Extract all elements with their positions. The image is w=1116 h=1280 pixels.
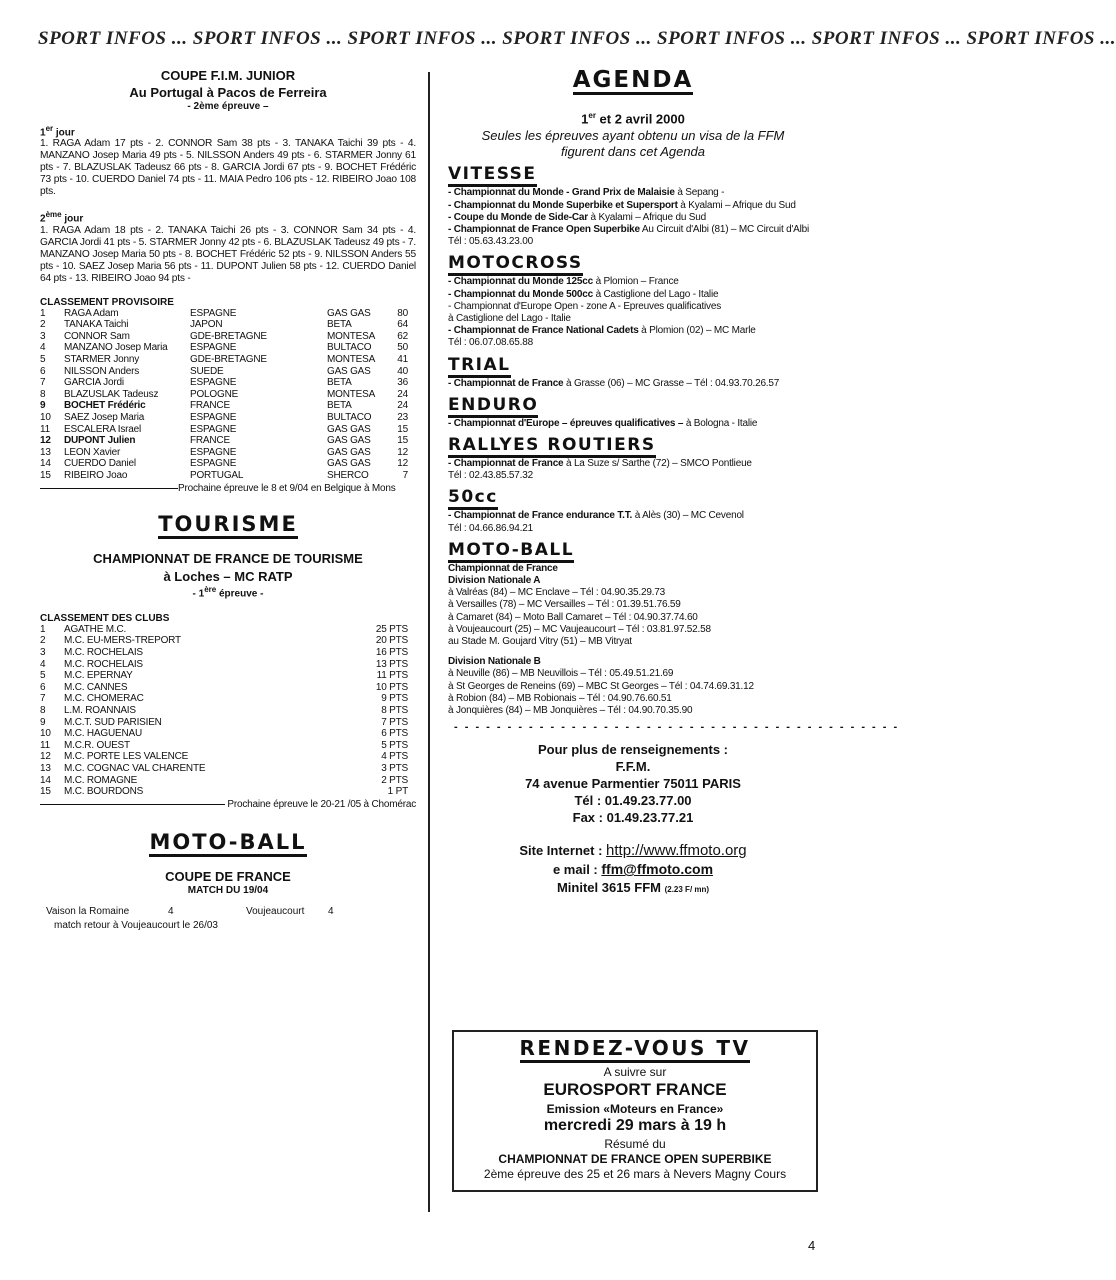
table-cell: GAS GAS [327, 423, 371, 435]
agenda-line: - Championnat de France Open Superbike Au Circuit d'Albi (81) – MC Circuit d'Albi [448, 223, 810, 235]
classement-provisoire-title: CLASSEMENT PROVISOIRE [40, 296, 174, 308]
table-cell: 15 [40, 469, 51, 481]
table-cell: STARMER Jonny [64, 354, 140, 366]
site-link[interactable]: http://www.ffmoto.org [606, 842, 747, 860]
agenda-line: à Camaret (84) – Moto Ball Camaret – Tél : 04.90.37.74.60 [448, 611, 698, 623]
agenda-note-2: figurent dans cet Agenda [560, 144, 706, 160]
agenda-line: à St Georges de Reneins (69) – MBC St Georges – Tél : 04.74.69.31.12 [448, 680, 754, 692]
tv-resume: Résumé du [604, 1137, 666, 1151]
table-cell: MONTESA [327, 330, 376, 342]
table-row [40, 458, 408, 470]
table-cell: 25 PTS [375, 623, 408, 635]
agenda-line: - Championnat du Monde - Grand Prix de Malaisie à Sepang - [448, 187, 725, 199]
table-cell: MANZANO Josep Maria [64, 342, 168, 354]
agenda-line: à Robion (84) – MB Robionais – Tél : 04.90.76.60.51 [448, 692, 672, 704]
table-cell: 8 PTS [381, 705, 408, 717]
agenda-line: à Voujeaucourt (25) – MC Vaujeaucourt – Tél : 03.81.97.52.58 [448, 623, 711, 635]
motoball-left-heading-wrap [40, 830, 416, 857]
table-cell: SAEZ Josep Maria [64, 412, 145, 423]
tourisme-subtitle: à Loches – MC RATP [163, 568, 293, 584]
match-retour: match retour à Voujeaucourt le 26/03 [54, 919, 218, 931]
table-row [40, 705, 408, 717]
table-cell: 3 [40, 647, 46, 659]
table-cell: 8 [40, 388, 46, 400]
table-cell: JAPON [190, 319, 223, 331]
classement-clubs-title: CLASSEMENT DES CLUBS [40, 612, 170, 624]
table-cell: 13 [40, 446, 51, 458]
match-date: MATCH DU 19/04 [187, 884, 269, 896]
table-cell: 13 PTS [375, 658, 408, 670]
rallyes-lines [448, 458, 818, 482]
table-cell: FRANCE [190, 400, 230, 412]
table-cell: ESPAGNE [190, 307, 237, 319]
table-cell: 10 PTS [375, 681, 408, 693]
table-cell: 13 [40, 763, 51, 775]
agenda-line: à Versailles (78) – MC Versailles – Tél : 01.39.51.76.59 [448, 599, 681, 611]
jour2-word: jour [61, 213, 84, 225]
table-cell: RIBEIRO Joao [64, 469, 128, 481]
table-cell: PORTUGAL [190, 469, 244, 481]
table-cell: 24 [397, 388, 408, 400]
tourisme-epreuve-sup: ère [204, 584, 217, 594]
agenda-line: à Jonquières (84) – MB Jonquières – Tél : 04.90.70.35.90 [448, 705, 693, 717]
tourisme-epreuve-a: - 1 [192, 587, 205, 599]
table-row [40, 763, 408, 775]
table-cell: 14 [40, 458, 51, 470]
coupe-de-france-title: COUPE DE FRANCE [165, 868, 291, 884]
motoball-right-section [448, 535, 818, 717]
table-cell: 64 [397, 319, 408, 331]
table-cell: 5 PTS [381, 739, 408, 751]
agenda-line: Tél : 04.66.86.94.21 [448, 522, 533, 534]
contact-email [448, 860, 818, 879]
agenda-line: - Championnat de France à Grasse (06) – MC Grasse – Tél : 04.93.70.26.57 [448, 377, 780, 389]
agenda-line: Tél : 05.63.43.23.00 [448, 236, 533, 248]
tv-champ: CHAMPIONNAT DE FRANCE OPEN SUPERBIKE [498, 1152, 772, 1166]
agenda-line: à Castiglione del Lago - Italie [448, 312, 571, 324]
table-cell: 11 [40, 423, 50, 435]
agenda-heading-wrap [448, 68, 818, 95]
table-row [40, 751, 408, 763]
coupe-next-rule [40, 488, 178, 489]
contact-ffm: F.F.M. [615, 759, 651, 775]
tourisme-next: Prochaine épreuve le 20-21 /05 à Chomérac [227, 798, 416, 810]
tv-emission: Emission «Moteurs en France» [546, 1102, 724, 1116]
contact-address: 74 avenue Parmentier 75011 PARIS [525, 776, 741, 792]
table-row [40, 354, 408, 366]
table-cell: BULTACO [327, 412, 372, 423]
table-cell: 15 [397, 435, 408, 447]
table-cell: M.C. ROCHELAIS [64, 658, 143, 670]
contact-site [448, 842, 818, 860]
motoball-champ: Championnat de France [448, 562, 558, 574]
table-cell: 36 [397, 377, 408, 389]
agenda-date-a: 1 [581, 111, 589, 127]
agenda-line: - Championnat de France National Cadets à Plomion (02) – MC Marle [448, 325, 756, 337]
table-cell: M.C. ROCHELAIS [64, 647, 143, 659]
table-cell: BLAZUSLAK Tadeusz [64, 388, 159, 400]
vitesse-heading: VITESSE [448, 165, 537, 187]
table-cell: RAGA Adam [64, 307, 119, 319]
table-row [40, 659, 408, 671]
team-1: Vaison la Romaine [46, 905, 130, 917]
agenda-line: à Valréas (84) – MC Enclave – Tél : 04.90.35.29.73 [448, 587, 665, 599]
agenda-line: - Coupe du Monde de Side-Car à Kyalami – Afrique du Sud [448, 211, 706, 223]
agenda-line: à Neuville (86) – MB Neuvillois – Tél : 05.49.51.21.69 [448, 668, 674, 680]
motoball-right-heading: MOTO-BALL [448, 541, 574, 563]
table-cell: GAS GAS [327, 435, 371, 447]
agenda-line: - Championnat du Monde 125cc à Plomion – France [448, 276, 679, 288]
table-cell: GARCIA Jordi [64, 377, 124, 389]
table-cell: GAS GAS [327, 307, 371, 319]
table-cell: 3 PTS [381, 763, 408, 775]
table-cell: 9 [40, 716, 46, 728]
table-row [40, 693, 408, 705]
table-cell: GDE-BRETAGNE [190, 330, 267, 342]
agenda-line: Tél : 06.07.08.65.88 [448, 337, 533, 349]
table-cell: 80 [397, 307, 408, 319]
table-cell: 1 PT [387, 786, 408, 798]
tourisme-heading-wrap [40, 512, 416, 539]
email-label: e mail : [552, 862, 602, 878]
agenda-line: au Stade M. Goujard Vitry (51) – MB Vitryat [448, 636, 632, 647]
table-cell: TANAKA Taichi [64, 319, 129, 331]
coupe-subtitle: Au Portugal à Pacos de Ferreira [129, 85, 327, 100]
table-cell: M.C. EPERNAY [64, 670, 133, 682]
agenda-note-1: Seules les épreuves ayant obtenu un visa de la FFM [481, 128, 785, 144]
table-cell: M.C. CHOMERAC [64, 693, 144, 705]
table-row [40, 775, 408, 787]
page-number: 4 [808, 1238, 816, 1253]
table-row [40, 424, 408, 436]
agenda-heading: AGENDA [572, 67, 694, 93]
table-cell: SHERCO [327, 469, 369, 481]
dashed-separator: - - - - - - - - - - - - - - - - - - - - - - - - - - - - - - - - - - - - - - - - - - [454, 721, 900, 734]
table-cell: 15 [397, 423, 408, 435]
table-cell: BETA [327, 400, 352, 412]
column-divider [428, 72, 430, 1212]
tourisme-title: CHAMPIONNAT DE FRANCE DE TOURISME [93, 550, 363, 566]
contact-minitel [448, 879, 818, 899]
agenda-line: - Championnat du Monde Superbike et Supersport à Kyalami – Afrique du Sud [448, 199, 796, 211]
table-cell: 6 PTS [381, 728, 408, 740]
division-a-title: Division Nationale A [448, 574, 541, 586]
table-row [40, 740, 408, 752]
table-cell: 16 PTS [375, 647, 408, 659]
match-result [40, 906, 416, 920]
table-cell: 20 PTS [375, 635, 408, 647]
tv-detail: 2ème épreuve des 25 et 26 mars à Nevers Magny Cours [483, 1167, 787, 1181]
rallyes-heading: RALLYES ROUTIERS [448, 436, 656, 458]
jour1-num: 1 [40, 127, 46, 139]
contact-fax: Fax : 01.49.23.77.21 [572, 810, 694, 826]
table-cell: BULTACO [327, 342, 372, 354]
table-cell: M.C.T. SUD PARISIEN [64, 716, 162, 728]
table-cell: 41 [397, 354, 408, 366]
table-cell: ESPAGNE [190, 342, 237, 354]
table-cell: 2 [40, 319, 46, 331]
table-cell: 15 [40, 786, 51, 798]
table-cell: 12 [397, 446, 408, 458]
coupe-epreuve: - 2ème épreuve – [187, 101, 269, 112]
tv-channel: EUROSPORT FRANCE [543, 1080, 727, 1099]
table-cell: GDE-BRETAGNE [190, 354, 267, 366]
classement-provisoire-table [40, 308, 408, 482]
table-row [40, 717, 408, 729]
jour2-sup: ème [45, 210, 62, 220]
tv-date: mercredi 29 mars à 19 h [543, 1117, 727, 1134]
table-cell: AGATHE M.C. [64, 623, 127, 635]
table-row [40, 728, 408, 740]
enduro-heading: ENDURO [448, 396, 538, 418]
table-cell: DUPONT Julien [64, 435, 136, 447]
table-row [40, 412, 408, 424]
agenda-date-sup: er [588, 111, 596, 120]
agenda-line: - Championnat d'Europe – épreuves qualificatives – à Bologna - Italie [448, 417, 758, 429]
enduro-lines [448, 418, 818, 430]
minitel-label: Minitel 3615 FFM [556, 880, 665, 896]
table-cell: 2 PTS [381, 774, 408, 786]
table-row [40, 624, 408, 636]
table-row [40, 786, 408, 798]
table-row [40, 435, 408, 447]
table-cell: LEON Xavier [64, 446, 121, 458]
trial-section [448, 350, 818, 390]
agenda-line: - Championnat du Monde 500cc à Castiglione del Lago - Italie [448, 288, 719, 300]
tourisme-epreuve [40, 585, 416, 599]
table-cell: 3 [40, 330, 46, 342]
left-column [40, 64, 416, 931]
agenda-date-b: et 2 avril 2000 [595, 111, 685, 127]
contact-more: Pour plus de renseignements : [538, 742, 728, 758]
table-cell: M.C. BOURDONS [64, 786, 144, 798]
table-row [40, 308, 408, 320]
table-cell: L.M. ROANNAIS [64, 705, 136, 717]
table-cell: 5 [40, 354, 46, 366]
coupe-next: Prochaine épreuve le 8 et 9/04 en Belgique à Mons [178, 482, 396, 494]
table-cell: M.C.R. OUEST [64, 739, 130, 751]
table-cell: GAS GAS [327, 365, 371, 377]
table-row [40, 470, 408, 482]
jour1-heading [40, 124, 416, 138]
table-cell: 62 [397, 330, 408, 342]
table-cell: SUEDE [190, 365, 224, 377]
table-row [40, 331, 408, 343]
table-cell: 6 [40, 365, 46, 377]
team-2: Voujeaucourt [246, 905, 305, 917]
minitel-price: (2.23 F/ mn) [664, 885, 710, 895]
tourisme-heading: TOURISME [158, 512, 298, 539]
tourisme-next-rule [40, 804, 225, 805]
table-cell: ESPAGNE [190, 412, 237, 423]
table-cell: 4 [40, 342, 46, 354]
table-cell: 10 [40, 412, 51, 423]
cc50-heading: 50cc [448, 488, 498, 510]
tv-heading-wrap [454, 1036, 816, 1063]
table-cell: MONTESA [327, 388, 376, 400]
table-cell: 11 PTS [376, 670, 408, 682]
table-cell: M.C. PORTE LES VALENCE [64, 751, 189, 763]
motocross-lines [448, 276, 818, 349]
table-cell: 9 [40, 400, 46, 412]
jour1-results: 1. RAGA Adam 17 pts - 2. CONNOR Sam 38 pts - 3. TANAKA Taichi 39 pts - 4. MANZANO Josep Maria 49 pts - 5. NILSSON Anders 49 pts - 6. STARMER Jonny 61 pts - 7. BLAZUSLAK Tadeusz 66 pts - 8. GARCIA Jordi 67 pts - 9. BOCHET Frédéric 73 pts - 10. CUERDO Daniel 74 pts - 11. MAIA Pedro 106 pts - 12. RIBEIRO Joao 108 pts. [40, 138, 416, 198]
table-cell: 1 [40, 623, 46, 635]
agenda-date [448, 111, 818, 126]
table-cell: 4 [40, 658, 46, 670]
table-cell: 10 [40, 728, 51, 740]
cc50-section [448, 482, 818, 534]
table-cell: POLOGNE [190, 388, 239, 400]
agenda-line: - Championnat de France à La Suze s/ Sarthe (72) – SMCO Pontlieue [448, 457, 752, 469]
table-cell: M.C. EU-MERS-TREPORT [64, 635, 181, 647]
table-cell: M.C. ROMAGNE [64, 774, 138, 786]
division-b-lines [448, 668, 818, 717]
trial-heading: TRIAL [448, 356, 511, 378]
table-cell: 5 [40, 670, 46, 682]
table-cell: NILSSON Anders [64, 365, 140, 377]
table-cell: GAS GAS [327, 458, 371, 470]
rallyes-section [448, 430, 818, 482]
table-row [40, 342, 408, 354]
table-cell: BETA [327, 319, 352, 331]
agenda-line: - Championnat d'Europe Open - zone A - Epreuves qualificatives [448, 300, 722, 312]
table-row [40, 670, 408, 682]
table-cell: FRANCE [190, 435, 230, 447]
vitesse-section [448, 159, 818, 248]
table-cell: 50 [397, 342, 408, 354]
table-cell: GAS GAS [327, 446, 371, 458]
table-cell: ESPAGNE [190, 423, 237, 435]
table-row [40, 366, 408, 378]
table-cell: 24 [397, 400, 408, 412]
jour1-word: jour [53, 127, 75, 139]
enduro-section [448, 390, 818, 430]
coupe-title: COUPE F.I.M. JUNIOR [160, 68, 296, 83]
table-cell: M.C. CANNES [64, 681, 128, 693]
table-cell: M.C. HAGUENAU [64, 728, 142, 740]
trial-lines [448, 378, 818, 390]
table-cell: 40 [397, 365, 408, 377]
table-cell: CONNOR Sam [64, 330, 130, 342]
division-a-lines [448, 587, 818, 648]
motocross-section [448, 248, 818, 349]
cc50-lines [448, 510, 818, 534]
table-cell: ESCALERA Israel [64, 423, 142, 435]
email-link[interactable]: ffm@ffmoto.com [601, 861, 714, 878]
sport-infos-banner: SPORT INFOS ... SPORT INFOS ... SPORT INFOS ... SPORT INFOS ... SPORT INFOS ... SPORT INFOS ... SPORT INFOS ... [38, 28, 1116, 49]
jour2-num: 2 [40, 213, 46, 225]
table-row [40, 389, 408, 401]
jour2-heading [40, 210, 416, 224]
table-cell: BETA [327, 377, 352, 389]
contact-tel: Tél : 01.49.23.77.00 [574, 793, 692, 809]
table-cell: 7 [40, 377, 46, 389]
table-cell: 4 PTS [381, 751, 408, 763]
table-cell: ESPAGNE [190, 377, 237, 389]
agenda-line: Tél : 02.43.85.57.32 [448, 470, 533, 482]
right-column [448, 64, 900, 899]
division-b-title: Division Nationale B [448, 656, 541, 668]
table-row [40, 682, 408, 694]
table-cell: 14 [40, 774, 51, 786]
table-row [40, 647, 408, 659]
table-cell: 7 PTS [381, 716, 408, 728]
score-2: 4 [328, 905, 334, 917]
tv-heading: RENDEZ-VOUS TV [520, 1036, 751, 1063]
table-cell: CUERDO Daniel [64, 458, 136, 470]
table-cell: M.C. COGNAC VAL CHARENTE [64, 763, 206, 775]
agenda-line: - Championnat de France endurance T.T. à Alès (30) – MC Cevenol [448, 510, 744, 522]
table-cell: 12 [397, 458, 408, 470]
table-cell: 12 [40, 751, 51, 763]
motoball-left-heading: MOTO-BALL [149, 830, 306, 857]
table-row [40, 400, 408, 412]
table-cell: 1 [40, 307, 46, 319]
table-cell: 11 [40, 739, 50, 751]
classement-clubs-table [40, 624, 408, 798]
table-cell: BOCHET Frédéric [64, 400, 146, 412]
table-row [40, 447, 408, 459]
table-cell: 23 [397, 412, 408, 423]
table-cell: 2 [40, 635, 46, 647]
table-cell: 12 [40, 435, 51, 447]
table-cell: 7 [40, 693, 46, 705]
coupe-next-line [40, 483, 416, 494]
tourisme-next-line [40, 799, 416, 810]
table-cell: 9 PTS [381, 693, 408, 705]
motocross-heading: MOTOCROSS [448, 254, 583, 276]
rendez-vous-tv-box [452, 1030, 818, 1192]
table-cell: ESPAGNE [190, 446, 237, 458]
table-row [40, 319, 408, 331]
table-row [40, 635, 408, 647]
table-cell: 8 [40, 705, 46, 717]
vitesse-lines [448, 187, 818, 248]
tourisme-epreuve-b: épreuve - [216, 587, 264, 599]
site-label: Site Internet : [519, 843, 607, 859]
jour1-sup: er [45, 124, 54, 133]
table-cell: 6 [40, 681, 46, 693]
tv-suivre: A suivre sur [603, 1065, 667, 1079]
table-row [40, 377, 408, 389]
table-cell: MONTESA [327, 354, 376, 366]
table-cell: ESPAGNE [190, 458, 237, 470]
table-cell: 7 [402, 469, 408, 481]
score-1: 4 [168, 905, 174, 917]
jour2-results: 1. RAGA Adam 18 pts - 2. TANAKA Taichi 26 pts - 3. CONNOR Sam 34 pts - 4. GARCIA Jordi 41 pts - 5. STARMER Jonny 42 pts - 6. BLAZUSLAK Tadeusz 49 pts - 7. MANZANO Josep Maria 50 pts - 8. BOCHET Frédéric 52 pts - 9. NILSSON Anders 55 pts - 10. SAEZ Josep Maria 56 pts - 11. DUPONT Julien 58 pts - 12. CUERDO Daniel 64 pts - 13. RIBEIRO Joao 94 pts - [40, 224, 417, 284]
